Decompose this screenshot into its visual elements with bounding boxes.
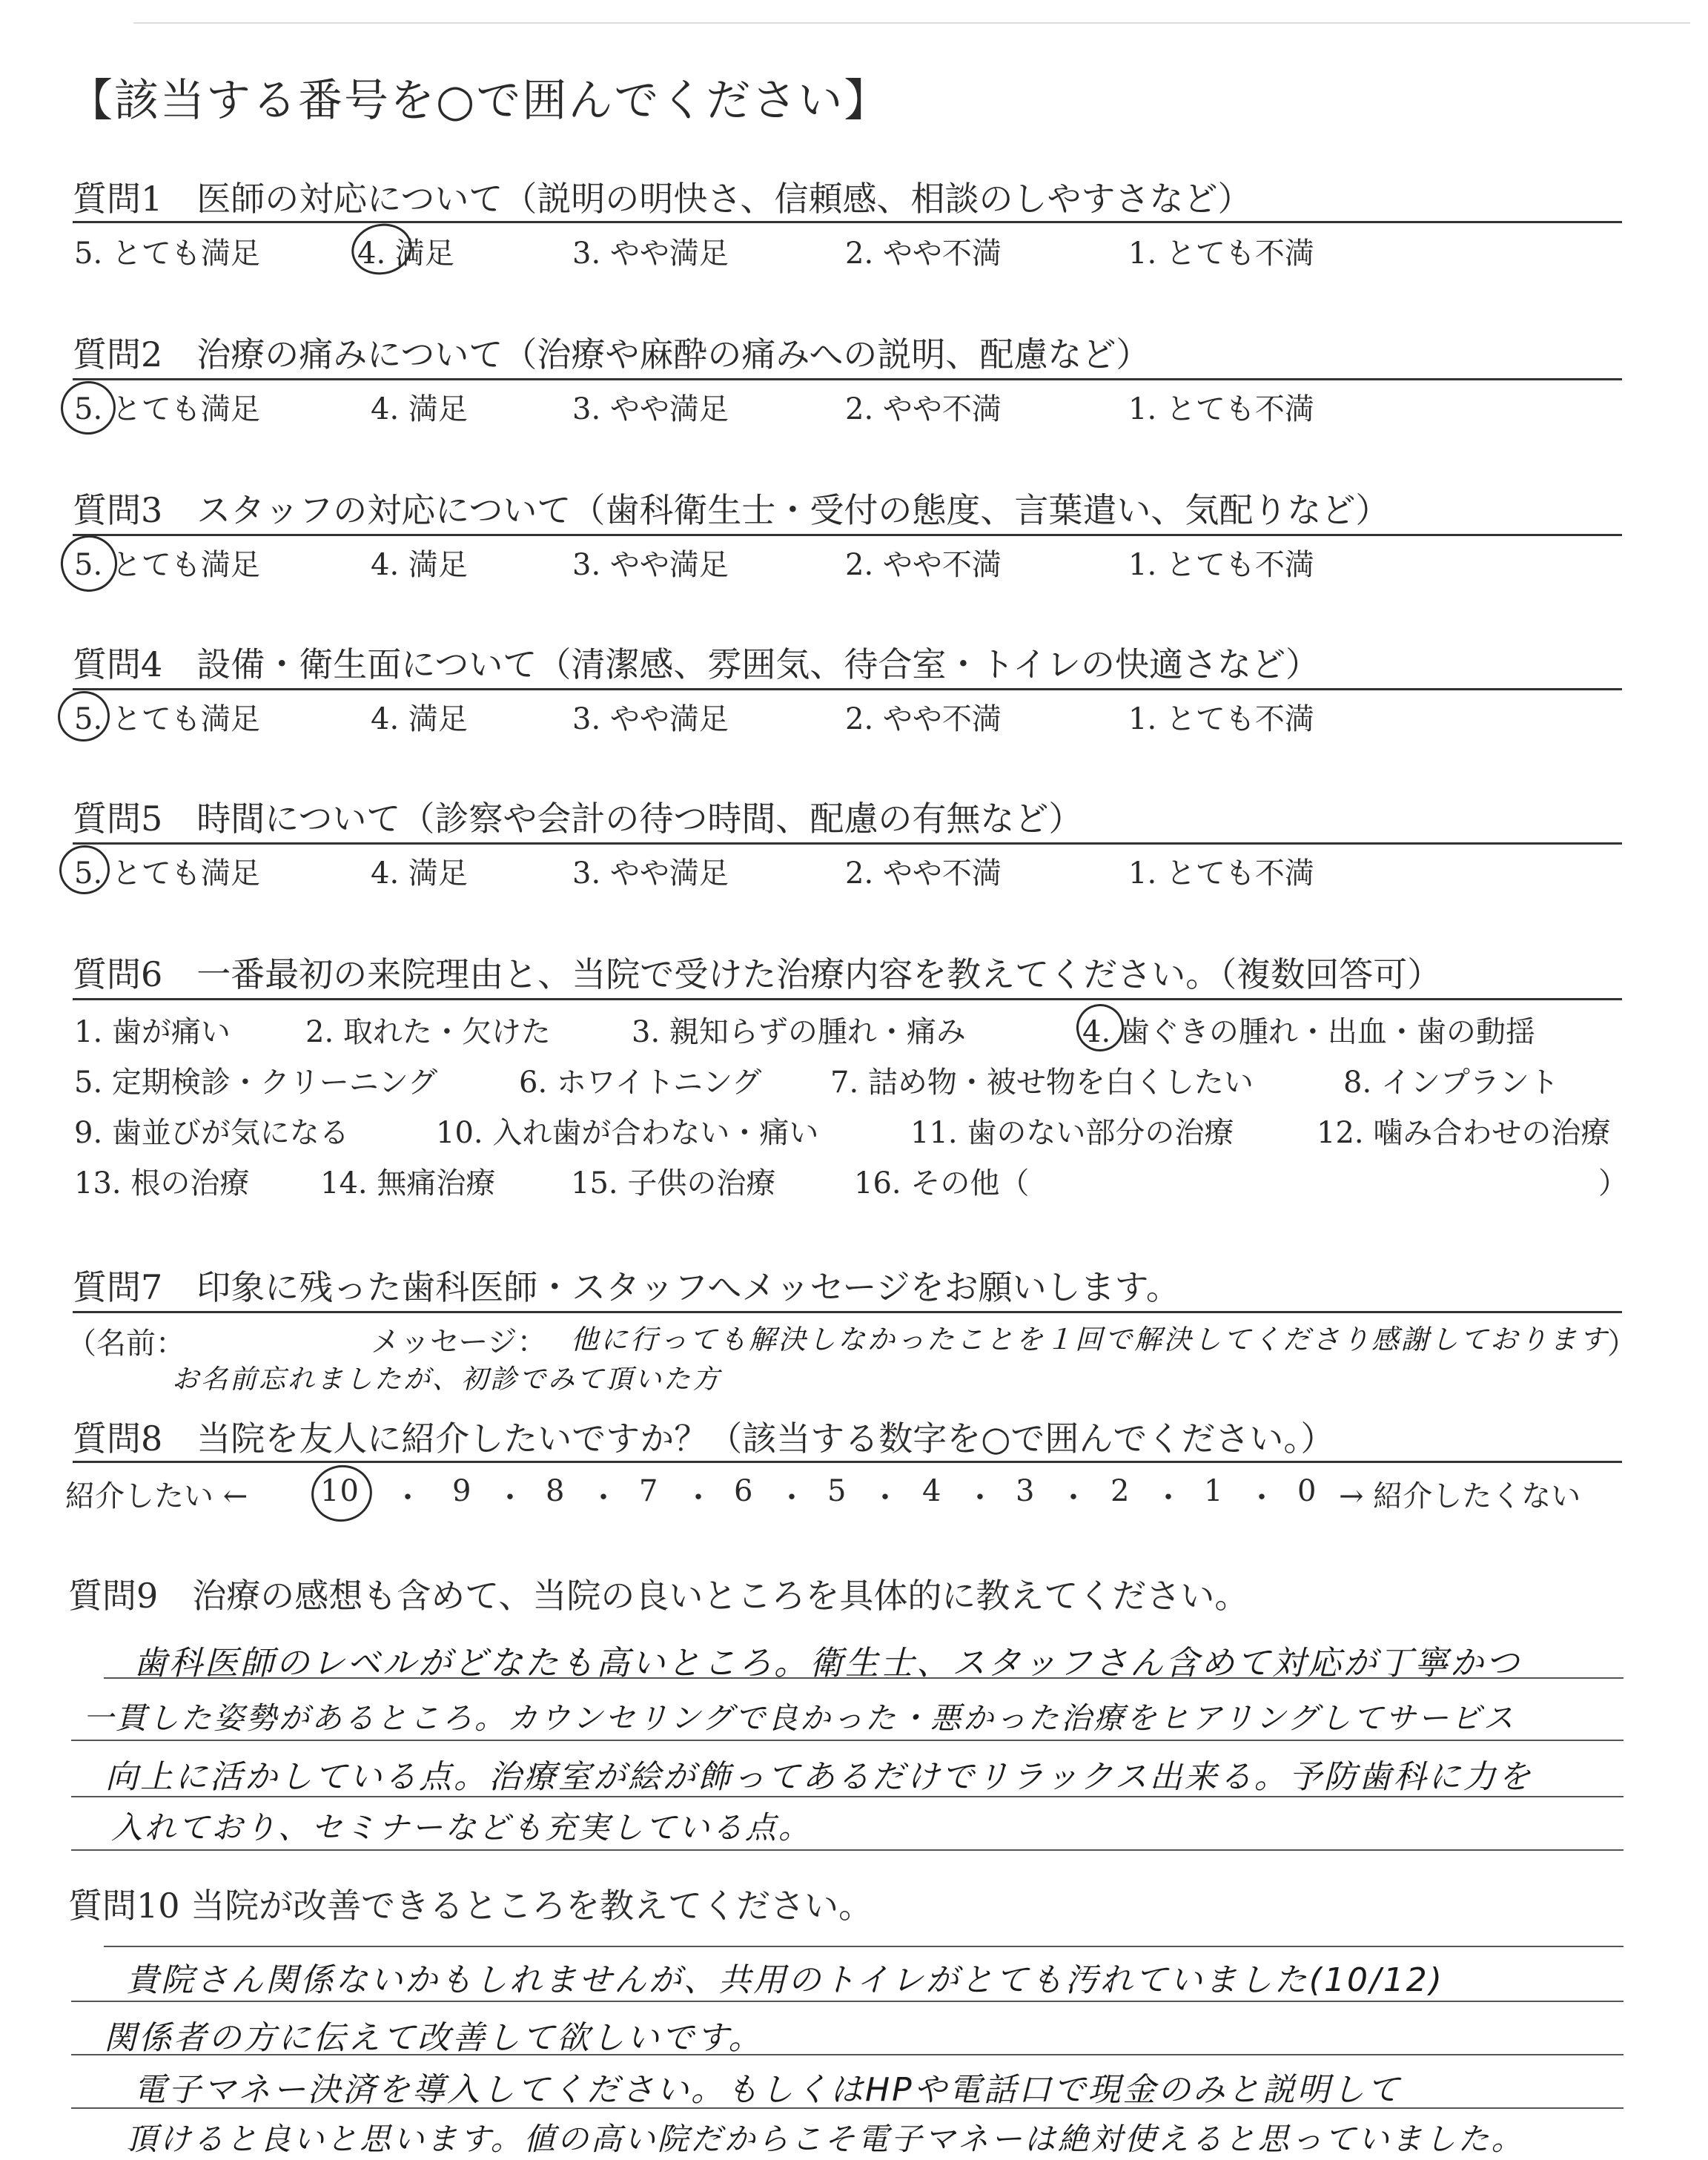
q7-name-label: （名前： (67, 1327, 185, 1361)
q8-dot: ・ (1247, 1481, 1277, 1515)
question-5-title: 質問5 時間について（診察や会計の待つ時間、配慮の有無など） (73, 799, 1083, 839)
q7-message-label: メッセージ： (371, 1325, 547, 1359)
q8-scale-0[interactable]: 0 (1297, 1474, 1317, 1508)
q8-scale-2[interactable]: 2 (1110, 1474, 1131, 1508)
q6-option-14[interactable]: 14. 無痛治療 (320, 1166, 496, 1200)
q5-option-2[interactable]: 2. やや不満 (845, 856, 1002, 891)
q9-answer-line-4[interactable]: 入れており、セミナーなども充実している点。 (111, 1809, 812, 1846)
question-2-rule (73, 378, 1622, 380)
q2-option-3[interactable]: 3. やや満足 (572, 392, 729, 426)
q8-scale-4[interactable]: 4 (922, 1474, 942, 1508)
q8-dot: ・ (393, 1481, 423, 1515)
q9-answer-line-1[interactable]: 歯科医師のレベルがどなたも高いところ。衛生士、スタッフさん含めて対応が丁寧かつ (133, 1643, 1522, 1682)
q8-selection-circle (306, 1459, 377, 1527)
question-8-title: 質問8 当院を友人に紹介したいですか？（該当する数字を○で囲んでください。） (73, 1418, 1335, 1459)
q8-dot: ・ (495, 1481, 526, 1515)
q8-scale-1[interactable]: 1 (1204, 1474, 1224, 1508)
question-9-title: 質問9 治療の感想も含めて、当院の良いところを具体的に教えてください。 (68, 1576, 1249, 1616)
q3-option-4[interactable]: 4. 満足 (371, 548, 468, 582)
q8-dot: ・ (870, 1481, 901, 1515)
question-2-title: 質問2 治療の痛みについて（治療や麻酔の痛みへの説明、配慮など） (73, 334, 1151, 374)
question-1-rule (73, 221, 1622, 223)
q3-option-3[interactable]: 3. やや満足 (572, 548, 729, 582)
q6-option-16[interactable]: 16. その他（ (854, 1166, 1030, 1200)
q4-option-1[interactable]: 1. とても不満 (1128, 702, 1314, 736)
question-7-title: 質問7 印象に残った歯科医師・スタッフへメッセージをお願いします。 (73, 1267, 1180, 1307)
q10-answer-line-3[interactable]: 電子マネー決済を導入してください。もしくはHPや電話口で現金のみと説明して (133, 2071, 1402, 2109)
q10-answer-line-1[interactable]: 貴院さん関係ないかもしれませんが、共用のトイレがとても汚れていました(10/12) (126, 1961, 1444, 1999)
q5-option-1[interactable]: 1. とても不満 (1128, 856, 1314, 891)
q8-scale-7[interactable]: 7 (639, 1474, 659, 1508)
q8-scale-3[interactable]: 3 (1016, 1474, 1036, 1508)
q3-selection-circle (56, 530, 122, 597)
q1-option-3[interactable]: 3. やや満足 (572, 237, 729, 271)
q4-option-5[interactable]: 5. とても満足 (74, 702, 260, 736)
q6-option-10[interactable]: 10. 入れ歯が合わない・痛い (436, 1116, 819, 1150)
q7-close-paren: ） (1607, 1327, 1637, 1361)
q2-option-1[interactable]: 1. とても不満 (1128, 392, 1314, 426)
q3-option-5[interactable]: 5. とても満足 (74, 548, 260, 582)
q8-left-label: 紹介したい ← (65, 1479, 248, 1513)
question-3-title: 質問3 スタッフの対応について（歯科衛生士・受付の態度、言葉遣い、気配りなど） (73, 490, 1390, 530)
question-4-title: 質問4 設備・衛生面について（清潔感、雰囲気、待合室・トイレの快適さなど） (73, 644, 1320, 684)
q8-scale-6[interactable]: 6 (734, 1474, 754, 1508)
q8-dot: ・ (1153, 1481, 1184, 1515)
q10-answer-line (71, 2001, 1623, 2002)
q4-option-3[interactable]: 3. やや満足 (572, 702, 729, 736)
q9-answer-line (71, 1849, 1623, 1851)
q2-option-4[interactable]: 4. 満足 (371, 392, 468, 426)
q8-scale-10[interactable]: 10 (320, 1474, 360, 1508)
q6-option-7[interactable]: 7. 詰め物・被せ物を白くしたい (830, 1066, 1254, 1100)
question-4-rule (73, 688, 1622, 690)
q1-option-4[interactable]: 4. 満足 (357, 237, 454, 271)
q6-option-2[interactable]: 2. 取れた・欠けた (305, 1015, 551, 1049)
q2-option-2[interactable]: 2. やや不満 (845, 392, 1002, 426)
question-6-title: 質問6 一番最初の来院理由と、当院で受けた治療内容を教えてください。（複数回答可） (73, 954, 1442, 994)
q8-dot: ・ (683, 1481, 714, 1515)
q3-option-2[interactable]: 2. やや不満 (845, 548, 1002, 582)
q8-dot: ・ (1059, 1481, 1089, 1515)
question-10-title: 質問10 当院が改善できるところを教えてください。 (68, 1886, 873, 1926)
question-1-title: 質問1 医師の対応について（説明の明快さ、信頼感、相談のしやすさなど） (73, 179, 1252, 219)
q9-answer-line-3[interactable]: 向上に活かしている点。治療室が絵が飾ってあるだけでリラックス出来る。予防歯科に力を (105, 1758, 1533, 1796)
q5-option-5[interactable]: 5. とても満足 (74, 856, 260, 891)
q6-option-15[interactable]: 15. 子供の治療 (571, 1166, 776, 1200)
question-5-rule (73, 842, 1622, 845)
q6-option-12[interactable]: 12. 噛み合わせの治療 (1317, 1116, 1611, 1150)
q6-option-3[interactable]: 3. 親知らずの腫れ・痛み (632, 1015, 966, 1049)
page-heading: 【該当する番号を○で囲んでください】 (68, 75, 890, 127)
q9-answer-line-2[interactable]: 一貫した姿勢があるところ。カウンセリングで良かった・悪かった治療をヒアリングしてサービス (83, 1700, 1516, 1736)
q6-option-11[interactable]: 11. 歯のない部分の治療 (910, 1116, 1234, 1150)
question-6-rule (73, 998, 1622, 1000)
q8-dot: ・ (777, 1481, 807, 1515)
q8-dot: ・ (589, 1481, 619, 1515)
q4-option-4[interactable]: 4. 満足 (371, 702, 468, 736)
q7-message-answer[interactable]: 他に行っても解決しなかったことを１回で解決してくださり感謝しております (571, 1324, 1609, 1355)
q8-right-label: → 紹介したくない (1339, 1479, 1581, 1513)
q6-option-1[interactable]: 1. 歯が痛い (74, 1015, 231, 1049)
q4-option-2[interactable]: 2. やや不満 (845, 702, 1002, 736)
q10-answer-line-2[interactable]: 関係者の方に伝えて改善して欲しいです。 (104, 2019, 764, 2057)
q8-scale-8[interactable]: 8 (546, 1474, 566, 1508)
q6-option-4[interactable]: 4. 歯ぐきの腫れ・出血・歯の動揺 (1082, 1015, 1535, 1049)
q5-option-3[interactable]: 3. やや満足 (572, 856, 729, 891)
q6-option-6[interactable]: 6. ホワイトニング (519, 1066, 762, 1100)
q8-scale-5[interactable]: 5 (827, 1474, 847, 1508)
question-8-rule (73, 1461, 1622, 1463)
q1-option-1[interactable]: 1. とても不満 (1128, 237, 1314, 271)
q8-dot: ・ (965, 1481, 996, 1515)
q10-answer-line (104, 1946, 1623, 1947)
q2-option-5[interactable]: 5. とても満足 (74, 392, 260, 426)
question-3-rule (73, 534, 1622, 536)
q1-option-2[interactable]: 2. やや不満 (845, 237, 1002, 271)
q6-other-close-paren: ） (1598, 1166, 1628, 1200)
q6-option-5[interactable]: 5. 定期検診・クリーニング (74, 1066, 438, 1100)
q7-name-answer[interactable]: お名前忘れましたが、初診でみて頂いた方 (172, 1364, 722, 1395)
top-edge-line (133, 22, 1690, 24)
q5-option-4[interactable]: 4. 満足 (371, 856, 468, 891)
q6-option-8[interactable]: 8. インプラント (1343, 1066, 1559, 1100)
q10-answer-line-4[interactable]: 頂けると良いと思います。値の高い院だからこそ電子マネーは絶対使えると思っていました。 (126, 2121, 1525, 2157)
question-7-rule (73, 1311, 1622, 1313)
q6-option-9[interactable]: 9. 歯並びが気になる (74, 1116, 349, 1150)
q9-answer-line (71, 1740, 1623, 1741)
q1-option-5[interactable]: 5. とても満足 (74, 237, 260, 271)
q3-option-1[interactable]: 1. とても不満 (1128, 548, 1314, 582)
q8-scale-9[interactable]: 9 (452, 1474, 472, 1508)
q6-option-13[interactable]: 13. 根の治療 (74, 1166, 250, 1200)
